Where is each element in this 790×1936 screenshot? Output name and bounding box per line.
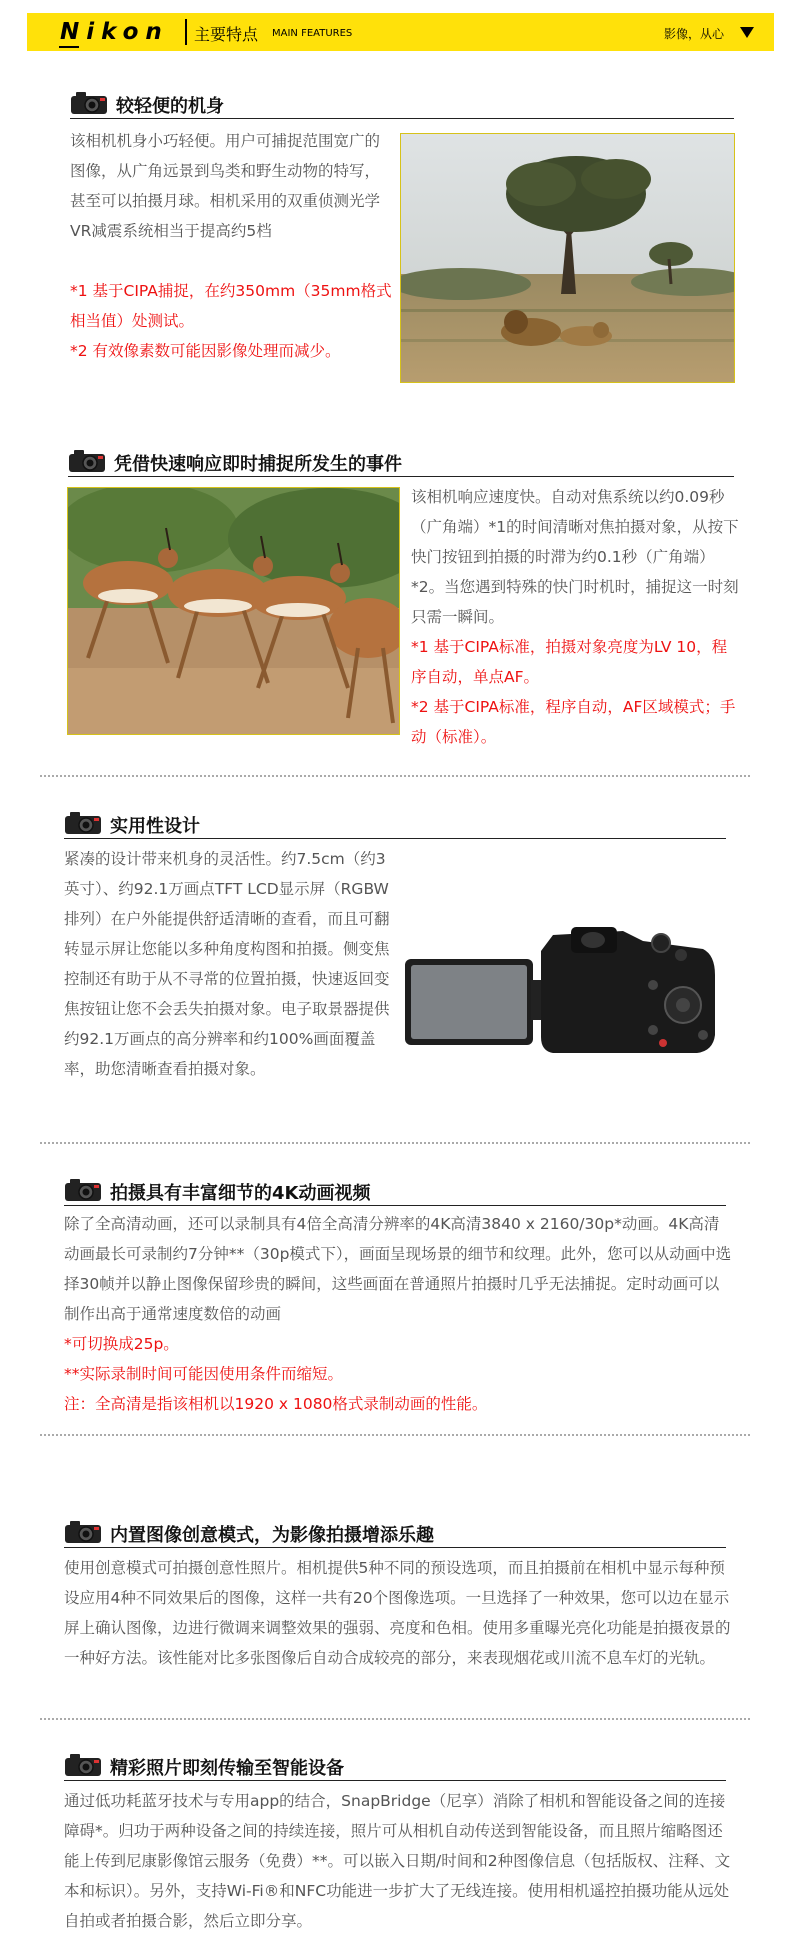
section-title: 精彩照片即刻传输至智能设备 — [110, 1758, 344, 1779]
section-header-creative-mode — [64, 1517, 726, 1548]
camera-icon — [70, 91, 108, 115]
footnote-3: 注：全高清是指该相机以1920 x 1080格式录制动画的性能。 — [64, 1395, 488, 1413]
section-body: 该相机机身小巧轻便。用户可捕捉范围宽广的图像，从广角远景到鸟类和野生动物的特写，甚至可以拍摄月球。相机采用的双重侦测光学VR减震系统相当于提高约5档 — [70, 132, 381, 240]
section-body: 使用创意模式可拍摄创意性照片。相机提供5种不同的预设选项，而且拍摄前在相机中显示每种预设应用4种不同效果后的图像，这样一共有20个图像选项。一旦选择了一种效果，您可以边在显示屏上确认图像，边进行微调来调整效果的强弱、亮度和色相。使用多重曝光亮化功能是拍摄夜景的一种好方法。该性能对比多张图像后自动合成较亮的部分，来表现烟花或川流不息车灯的光轨。 — [64, 1559, 731, 1667]
section-body: 该相机响应速度快。自动对焦系统以约0.09秒（广角端）*1的时间清晰对焦拍摄对象，从按下快门按钮到拍摄的时滞为约0.1秒（广角端）*2。当您遇到特殊的快门时机时，捕捉这一时刻只需一瞬间。 — [411, 488, 739, 626]
divider — [40, 1434, 750, 1436]
camera-back-photo — [403, 925, 715, 1058]
divider — [40, 1142, 750, 1144]
section-header-practical-design — [64, 808, 726, 839]
camera-icon — [64, 1520, 102, 1544]
footnote-1: *1 基于CIPA标准，拍摄对象亮度为LV 10，程序自动，单点AF。 — [411, 638, 728, 686]
dropdown-arrow-icon[interactable] — [740, 27, 754, 38]
footnote-2: *2 有效像素数可能因影像处理而减少。 — [70, 342, 341, 360]
footnote-1: *1 基于CIPA捕捉，在约350mm（35mm格式相当值）处测试。 — [70, 282, 392, 330]
section-title: 凭借快速响应即时捕捉所发生的事件 — [114, 454, 402, 475]
section-header-fast-response — [68, 446, 734, 477]
header-bar — [27, 13, 774, 51]
camera-icon — [64, 1178, 102, 1202]
footnote-2: *2 基于CIPA标准，程序自动，AF区域模式；手动（标准）。 — [411, 698, 736, 746]
logo-underline — [59, 46, 79, 48]
header-subtitle: MAIN FEATURES — [272, 28, 353, 39]
camera-icon — [64, 811, 102, 835]
section-title: 较轻便的机身 — [116, 96, 224, 117]
section-title: 拍摄具有丰富细节的4K动画视频 — [110, 1183, 371, 1204]
section-title: 实用性设计 — [110, 816, 200, 837]
header-divider — [185, 19, 187, 45]
divider — [40, 1718, 750, 1720]
header-title: 主要特点 — [194, 25, 259, 44]
camera-icon — [68, 449, 106, 473]
footnote-1: *可切换成25p。 — [64, 1335, 179, 1353]
nikon-logo[interactable]: Nikon — [60, 19, 169, 45]
section-body: 通过低功耗蓝牙技术与专用app的结合，SnapBridge（尼享）消除了相机和智能设备之间的连接障碍*。归功于两种设备之间的持续连接，照片可从相机自动传送到智能设备，而且照片缩略图还能上传到尼康影像馆云服务（免费）**。可以嵌入日期/时间和2种图像信息（包括版权、注释、文本和标识）。另外，支持Wi-Fi®和NFC功能进一步扩大了无线连接。使用相机遥控拍摄功能从远处自拍或者拍摄合影，然后立即分享。 — [64, 1792, 731, 1930]
footnote-2: **实际录制时间可能因使用条件而缩短。 — [64, 1365, 344, 1383]
camera-icon — [64, 1753, 102, 1777]
savanna-lions-photo — [400, 133, 735, 383]
section-body: 除了全高清动画，还可以录制具有4倍全高清分辨率的4K高清3840 x 2160/30p*动画。4K高清动画最长可录制约7分钟**（30p模式下），画面呈现场景的细节和纹理。此外，您可以从动画中选择30帧并以静止图像保留珍贵的瞬间，这些画面在普通照片拍摄时几乎无法捕捉。定时动画可以制作出高于通常速度数倍的动画 — [64, 1215, 732, 1323]
header-slogan: 影像，从心 — [663, 27, 724, 41]
section-title: 内置图像创意模式，为影像拍摄增添乐趣 — [110, 1525, 434, 1546]
divider — [40, 775, 750, 777]
impala-photo — [67, 487, 400, 735]
section-header-lightweight — [70, 88, 734, 119]
section-body: 紧凑的设计带来机身的灵活性。约7.5cm（约3英寸）、约92.1万画点TFT LCD显示屏（RGBW排列）在户外能提供舒适清晰的查看，而且可翻转显示屏让您能以多种角度构图和拍摄。侧变焦控制还有助于从不寻常的位置拍摄，快速返回变焦按钮让您不会丢失拍摄对象。电子取景器提供约92.1万画点的高分辨率和约100%画面覆盖率，助您清晰查看拍摄对象。 — [64, 850, 390, 1078]
section-header-4k-video — [64, 1175, 726, 1206]
section-header-snapbridge — [64, 1750, 726, 1781]
